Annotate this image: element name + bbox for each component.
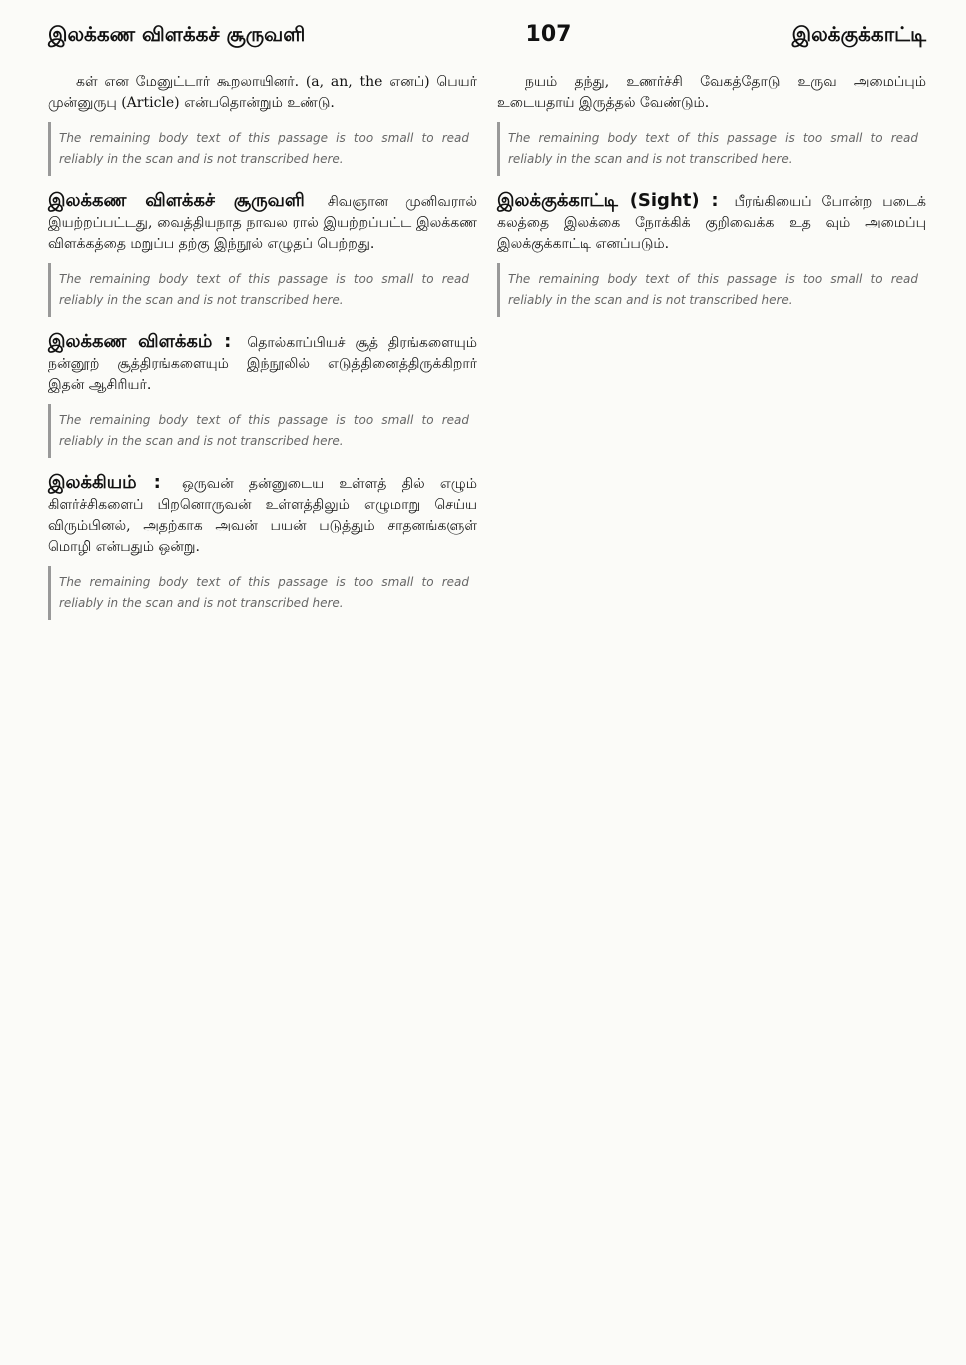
entry-ilakkiyam [48, 472, 477, 558]
page-header [48, 22, 926, 62]
entry-lead: சிவஞான முனிவரால் இயற்றப்பட்டது, வைத்தியநாத நாவல ரால் இயற்றப்பட்ட இலக்கண விளக்கத்தை மறுப்ப தற்கு இந்நூல் எழுதப் பெற்றது. [48, 194, 477, 252]
entry-ilakkana-vilakka-suravali [48, 190, 477, 255]
entry-lead: பீரங்கியைப் போன்ற படைக் கலத்தை இலக்கை நோக்கிக் குறிவைக்க உத வும் அமைப்பு இலக்குக்காட்டி எனப்படும். [497, 194, 927, 252]
entry-ilakkana-vilakkam [48, 331, 477, 396]
omission-note: The remaining body text of this passage is too small to read reliably in the scan and is not transcribed here. [48, 404, 477, 458]
omission-note: The remaining body text of this passage is too small to read reliably in the scan and is not transcribed here. [48, 566, 477, 620]
entry-heading: இலக்கண விளக்கம் : [48, 331, 232, 352]
running-title-right: இலக்குக்காட்டி [791, 22, 926, 46]
omission-note: The remaining body text of this passage is too small to read reliably in the scan and is not transcribed here. [497, 122, 926, 176]
entry-ilakkukkatti [497, 190, 926, 255]
entry-heading: இலக்கியம் : [48, 472, 161, 493]
left-column [48, 72, 477, 634]
entry-heading: இலக்குக்காட்டி (Sight) : [497, 190, 719, 211]
omission-note: The remaining body text of this passage is too small to read reliably in the scan and is not transcribed here. [48, 122, 477, 176]
left-opening: கள் என மேனுட்டார் கூறலாயினர். (a, an, the எனப்) பெயர் முன்னுருபு (Article) என்பதொன்றும் உண்டு. [48, 74, 477, 111]
running-title-left: இலக்கண விளக்கச் சூருவளி [48, 22, 306, 46]
entry-lead: ஒருவன் தன்னுடைய உள்ளத் தில் எழும் கிளர்ச்சிகளைப் பிறனொருவன் உள்ளத்திலும் எழுமாறு செய்ய விரும்பினல், அதற்காக அவன் பயன் படுத்தும் சாதனங்களுள் மொழி என்பதும் ஒன்று. [48, 476, 477, 555]
page-number: 107 [525, 22, 572, 47]
right-column [497, 72, 926, 634]
omission-note: The remaining body text of this passage is too small to read reliably in the scan and is not transcribed here. [48, 263, 477, 317]
entry-lead: தொல்காப்பியச் சூத் திரங்களையும் நன்னூற் சூத்திரங்களையும் இந்நூலில் எடுத்தினைத்திருக்கிறார் இதன் ஆசிரியர். [48, 335, 477, 393]
right-opening: நயம் தந்து, உணர்ச்சி வேகத்தோடு உருவ அமைப்பும் உடையதாய் இருத்தல் வேண்டும். [497, 74, 926, 111]
omission-note: The remaining body text of this passage is too small to read reliably in the scan and is not transcribed here. [497, 263, 926, 317]
text-columns [48, 72, 926, 634]
entry-heading: இலக்கண விளக்கச் சூருவளி [48, 190, 305, 211]
